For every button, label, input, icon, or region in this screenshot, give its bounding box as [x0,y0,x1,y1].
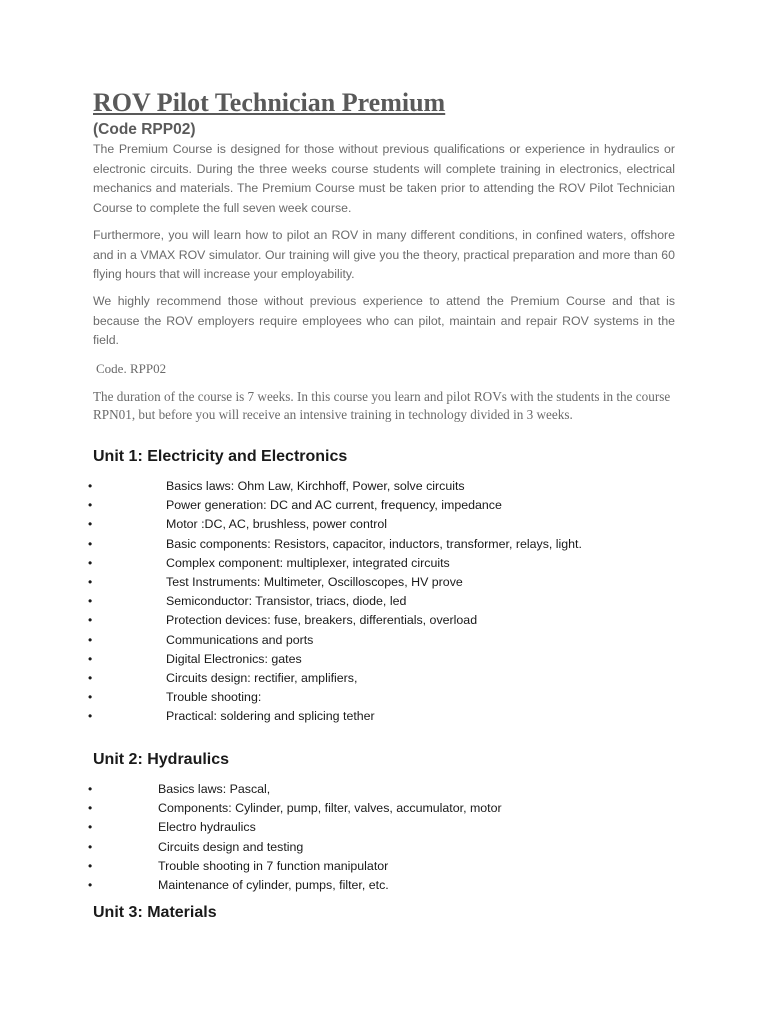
list-item-text: Maintenance of cylinder, pumps, filter, etc. [158,877,389,892]
bullet-icon: • [88,517,93,532]
recommendation-paragraph: We highly recommend those without previous experience to attend the Premium Course and that is because the ROV employers require employees who can pilot, maintain and repair ROV systems in the field. [93,294,675,347]
list-item-text: Components: Cylinder, pump, filter, valves, accumulator, motor [158,801,502,816]
bullet-icon: • [88,820,93,835]
bullet-icon: • [88,651,93,666]
list-item-text: Basics laws: Ohm Law, Kirchhoff, Power, solve circuits [166,479,465,493]
bullet-icon: • [88,839,93,854]
list-item-text: Semiconductor: Transistor, triacs, diode, led [166,594,407,609]
list-item-text: Communications and ports [166,632,314,647]
list-item-text: Electro hydraulics [158,820,256,835]
list-item-text: Protection devices: fuse, breakers, differentials, overload [166,613,478,628]
list-item-text: Circuits design: rectifier, amplifiers, [166,670,358,685]
bullet-icon: • [88,632,93,647]
bullet-icon: • [88,613,93,628]
bullet-icon: • [88,536,93,551]
bullet-icon: • [88,479,93,493]
list-item-text: Trouble shooting: [166,690,262,705]
list-item-text: Basics laws: Pascal, [158,782,271,796]
unit2-heading: Unit 2: Hydraulics [93,751,230,768]
unit1-heading: Unit 1: Electricity and Electronics [93,448,348,465]
bullet-icon: • [88,594,93,609]
bullet-icon: • [88,555,93,570]
document-title: ROV Pilot Technician Premium [93,88,446,117]
bullet-icon: • [88,782,93,796]
bullet-icon: • [88,858,93,873]
list-item-text: Trouble shooting in 7 function manipulator [158,858,389,873]
pilot-paragraph: Furthermore, you will learn how to pilot an ROV in many different conditions, in confined waters, offshore and in a VMAX ROV simulator. Our training will give you the theory, practical preparation and more than 60 flying hours that will increase your employability. [93,228,675,281]
bullet-icon: • [88,574,93,589]
bullet-icon: • [88,670,93,685]
list-item-text: Digital Electronics: gates [166,651,302,666]
list-item-text: Basic components: Resistors, capacitor, inductors, transformer, relays, light. [166,536,582,551]
list-item-text: Test Instruments: Multimeter, Oscilloscopes, HV prove [166,574,463,589]
duration-paragraph: The duration of the course is 7 weeks. In this course you learn and pilot ROVs with the students in the course RPN01, but before you will receive an intensive training in technology divided in 3 weeks. [93,389,671,422]
list-item-text: Complex component: multiplexer, integrated circuits [166,555,450,570]
bullet-icon: • [88,877,93,892]
intro-paragraph: The Premium Course is designed for those without previous qualifications or experience in hydraulics or electronic circuits. During the three weeks course students will complete training in electronics, electrical mechanics and materials. The Premium Course must be taken prior to attending the ROV Pilot Technician Course to complete the full seven week course. [93,142,675,215]
course-code-line: Code. RPP02 [96,361,167,376]
bullet-icon: • [88,709,93,724]
bullet-icon: • [88,801,93,816]
bullet-icon: • [88,690,93,705]
unit3-heading: Unit 3: Materials [93,904,217,921]
list-item-text: Motor :DC, AC, brushless, power control [166,517,388,532]
bullet-icon: • [88,498,93,513]
list-item-text: Power generation: DC and AC current, frequency, impedance [166,498,502,513]
list-item-text: Practical: soldering and splicing tether [166,709,375,724]
list-item-text: Circuits design and testing [158,839,304,854]
course-code-heading: (Code RPP02) [93,121,196,138]
